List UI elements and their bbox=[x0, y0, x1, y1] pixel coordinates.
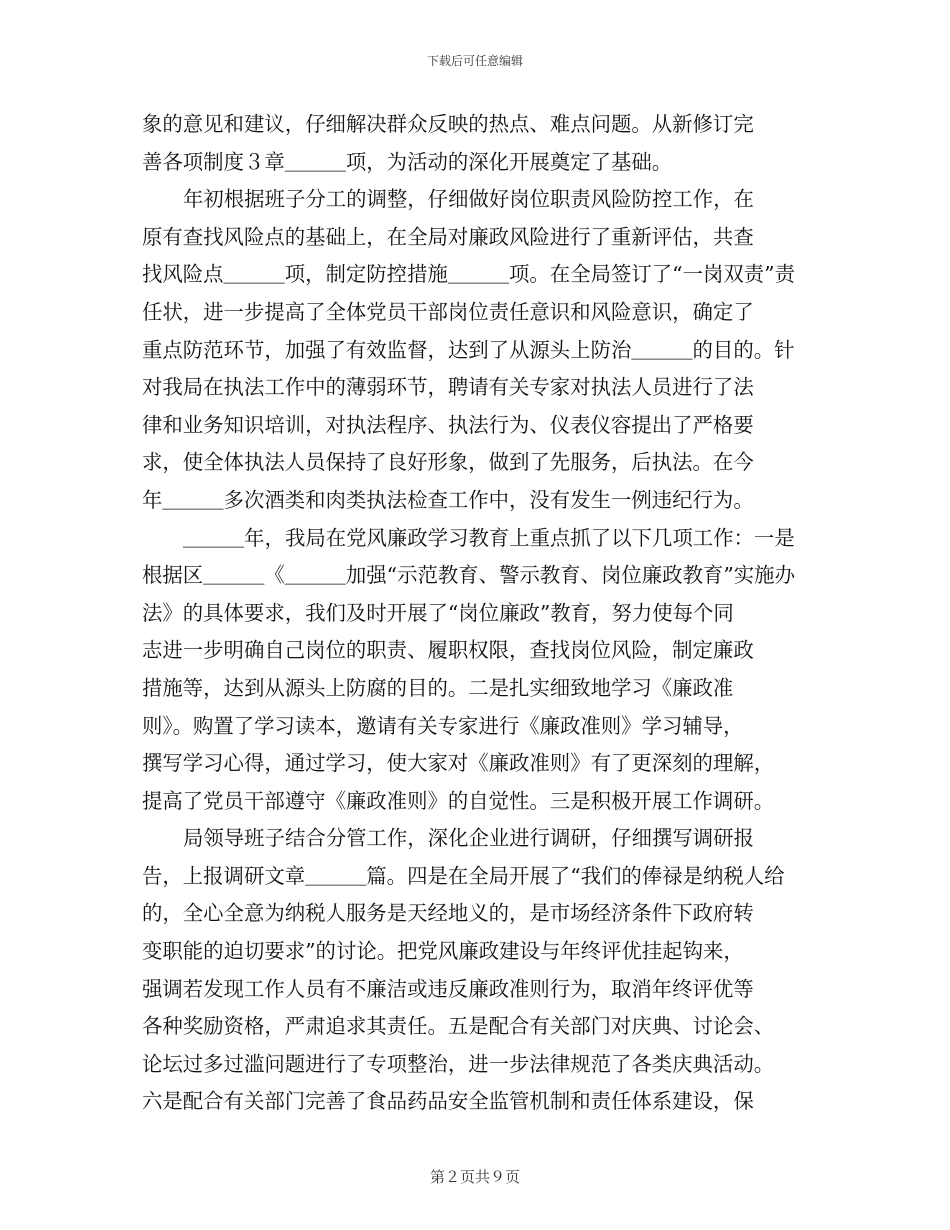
text-line: 年＿＿＿多次酒类和肉类执法检查工作中，没有发生一例违纪行为。 bbox=[142, 487, 754, 512]
text-line: 强调若发现工作人员有不廉洁或违反廉政准则行为，取消年终评优等 bbox=[142, 976, 754, 1001]
text-line: 根据区＿＿＿《＿＿＿加强“示范教育、警示教育、岗位廉政教育”实施办 bbox=[142, 563, 795, 588]
text-line: ＿＿＿年，我局在党风廉政学习教育上重点抓了以下几项工作：一是 bbox=[183, 525, 795, 550]
text-line: 善各项制度３章＿＿＿项，为活动的深化开展奠定了基础。 bbox=[142, 149, 673, 174]
text-line: 年初根据班子分工的调整，仔细做好岗位职责风险防控工作，在 bbox=[183, 187, 754, 212]
text-line: 重点防范环节，加强了有效监督，达到了从源头上防治＿＿＿的目的。针 bbox=[142, 337, 795, 362]
text-line: 找风险点＿＿＿项，制定防控措施＿＿＿项。在全局签订了“一岗双责”责 bbox=[142, 262, 795, 287]
text-line: 律和业务知识培训，对执法程序、执法行为、仪表仪容提出了严格要 bbox=[142, 412, 754, 437]
text-line: 告，上报调研文章＿＿＿篇。四是在全局开展了“我们的俸禄是纳税人给 bbox=[142, 863, 785, 888]
text-line: 则》。购置了学习读本，邀请有关专家进行《廉政准则》学习辅导， bbox=[142, 713, 744, 738]
text-line: 论坛过多过滥问题进行了专项整治，进一步法律规范了各类庆典活动。 bbox=[142, 1051, 775, 1076]
page-header: 下载后可任意编辑 bbox=[426, 54, 523, 68]
text-line: 局领导班子结合分管工作，深化企业进行调研，仔细撰写调研报 bbox=[183, 826, 754, 851]
text-line: 各种奖励资格，严肃追求其责任。五是配合有关部门对庆典、讨论会、 bbox=[142, 1014, 775, 1039]
text-line: 对我局在执法工作中的薄弱环节，聘请有关专家对执法人员进行了法 bbox=[142, 375, 754, 400]
text-line: 求，使全体执法人员保持了良好形象，做到了先服务，后执法。在今 bbox=[142, 450, 754, 475]
text-line: 象的意见和建议，仔细解决群众反映的热点、难点问题。从新修订完 bbox=[142, 112, 754, 136]
text-line: 撰写学习心得，通过学习，使大家对《廉政准则》有了更深刻的理解， bbox=[142, 751, 775, 776]
text-line: 原有查找风险点的基础上，在全局对廉政风险进行了重新评估，共查 bbox=[142, 224, 754, 249]
text-line: 法》的具体要求，我们及时开展了“岗位廉政”教育，努力使每个同 bbox=[142, 600, 734, 625]
text-line: 提高了党员干部遵守《廉政准则》的自觉性。三是积极开展工作调研。 bbox=[142, 788, 775, 813]
text-line: 措施等，达到从源头上防腐的目的。二是扎实细致地学习《廉政准 bbox=[142, 675, 734, 700]
text-line: 变职能的迫切要求”的讨论。把党风廉政建设与年终评优挂起钩来， bbox=[142, 939, 744, 964]
text-line: 六是配合有关部门完善了食品药品安全监管机制和责任体系建设，保 bbox=[142, 1089, 754, 1114]
text-line: 志进一步明确自己岗位的职责、履职权限，查找岗位风险，制定廉政 bbox=[142, 638, 754, 663]
page-footer: 第２页共９页 bbox=[429, 1168, 520, 1186]
body-text bbox=[142, 106, 802, 1121]
text-line: 任状，进一步提高了全体党员干部岗位责任意识和风险意识，确定了 bbox=[142, 299, 754, 324]
text-line: 的，全心全意为纳税人服务是天经地义的，是市场经济条件下政府转 bbox=[142, 901, 754, 926]
